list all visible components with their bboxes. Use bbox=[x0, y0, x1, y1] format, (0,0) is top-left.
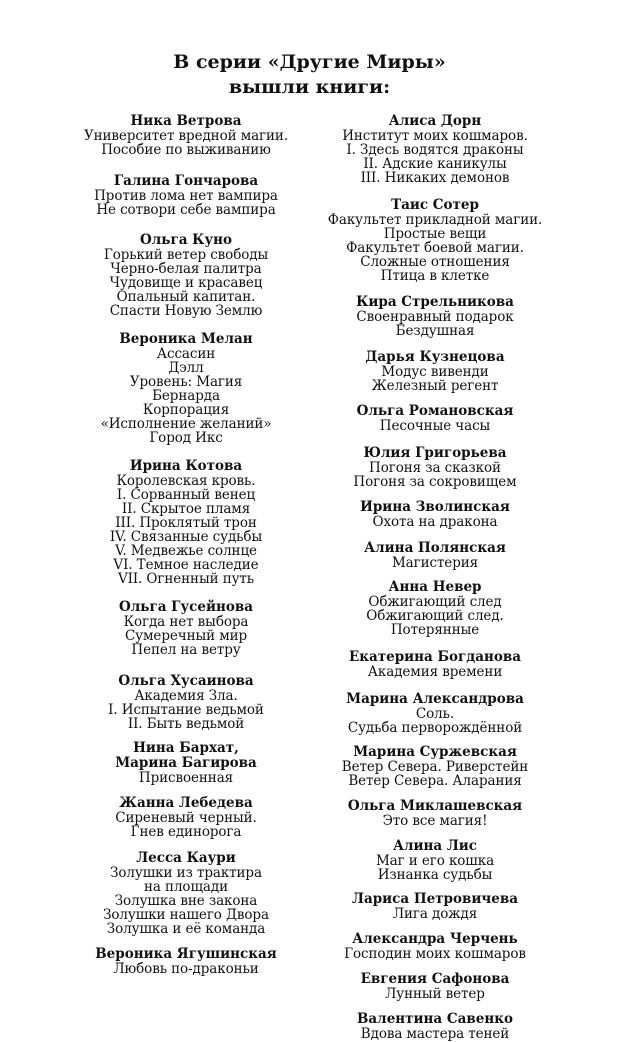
book-title: Королевская кровь. bbox=[116, 473, 256, 489]
book-title: Погоня за сокровищем bbox=[353, 474, 517, 490]
book-title: Пепел на ветру bbox=[131, 642, 241, 658]
book-title: Золушки из трактира bbox=[110, 865, 262, 881]
book-title: Судьба перворождённой bbox=[347, 720, 523, 736]
book-title: I. Испытание ведьмой bbox=[108, 702, 264, 718]
book-title: Когда нет выбора bbox=[123, 614, 249, 630]
book-title: Золушки нашего Двора bbox=[103, 907, 269, 923]
book-title: Опальный капитан. bbox=[116, 289, 256, 305]
author-name: Таис Сотер bbox=[391, 197, 479, 213]
book-title: Модус вивенди bbox=[381, 364, 489, 380]
author-name: Жанна Лебедева bbox=[119, 795, 253, 811]
book-entry bbox=[285, 650, 585, 679]
book-title: Изнанка судьбы bbox=[377, 867, 493, 883]
author-name: Ольга Романовская bbox=[356, 403, 514, 419]
book-entry bbox=[285, 892, 585, 921]
book-title: VI. Темное наследие bbox=[113, 557, 259, 573]
book-title: IV. Связанные судьбы bbox=[109, 529, 263, 545]
book-title: III. Проклятый трон bbox=[115, 515, 257, 531]
book-title: Любовь по-драконьи bbox=[113, 961, 259, 977]
book-entry bbox=[285, 350, 585, 393]
book-entry bbox=[285, 972, 585, 1001]
author-name: Лариса Петровичева bbox=[352, 891, 518, 907]
book-title: VII. Огненный путь bbox=[117, 571, 255, 587]
book-title: Простые вещи bbox=[383, 226, 487, 242]
author-name: Юлия Григорьева bbox=[363, 445, 507, 461]
author-name: Ольга Куно bbox=[140, 232, 232, 248]
author-name: Ольга Миклашевская bbox=[347, 798, 523, 814]
author-name: Дарья Кузнецова bbox=[365, 349, 505, 365]
book-title: Железный регент bbox=[371, 378, 499, 394]
book-title: Дэлл bbox=[168, 360, 204, 376]
author-name: Ирина Зволинская bbox=[360, 499, 510, 515]
author-name: Алиса Дорн bbox=[388, 113, 482, 129]
book-title: Птица в клетке bbox=[380, 268, 490, 284]
book-title: Корпорация bbox=[142, 402, 230, 418]
book-title: I. Здесь водятся драконы bbox=[346, 142, 524, 158]
book-title: Пособие по выживанию bbox=[101, 142, 271, 158]
book-entry bbox=[285, 692, 585, 735]
book-title: Обжигающий след. bbox=[366, 608, 504, 624]
book-title: Лунный ветер bbox=[385, 986, 485, 1002]
book-title: Не сотвори себе вампира bbox=[96, 202, 276, 218]
book-title: Своенравный подарок bbox=[356, 309, 514, 325]
book-title: Уровень: Магия bbox=[129, 374, 243, 390]
book-title: Академия времени bbox=[367, 664, 503, 680]
author-name: Нина Бархат, bbox=[133, 740, 239, 756]
book-title: Против лома нет вампира bbox=[94, 188, 278, 204]
book-title: на площади bbox=[144, 879, 228, 895]
author-name: Анна Невер bbox=[388, 579, 482, 595]
book-title: Чудовище и красавец bbox=[109, 275, 263, 291]
book-title: Горький ветер свободы bbox=[103, 247, 269, 263]
book-entry bbox=[285, 541, 585, 570]
author-name: Вероника Мелан bbox=[119, 331, 253, 347]
author-name: Евгения Сафонова bbox=[360, 971, 510, 987]
author-name: Ирина Котова bbox=[129, 458, 243, 474]
author-name: Кира Стрельникова bbox=[356, 294, 514, 310]
book-title: Ассасин bbox=[156, 346, 216, 362]
series-title: В серии «Другие Миры» bbox=[173, 51, 446, 73]
book-title: Магистерия bbox=[391, 555, 479, 571]
author-name: Валентина Савенко bbox=[357, 1011, 513, 1027]
book-title: Вдова мастера теней bbox=[360, 1026, 510, 1042]
book-title: Песочные часы bbox=[379, 418, 491, 434]
author-name: Ника Ветрова bbox=[130, 113, 242, 129]
book-title: Золушка и её команда bbox=[106, 921, 266, 937]
book-title: Факультет прикладной магии. bbox=[327, 212, 543, 228]
book-title: Лига дождя bbox=[392, 906, 478, 922]
book-title: Охота на дракона bbox=[372, 514, 498, 530]
author-name: Екатерина Богданова bbox=[348, 649, 522, 665]
book-entry bbox=[285, 404, 585, 433]
book-entry bbox=[285, 745, 585, 788]
book-title: I. Сорванный венец bbox=[116, 487, 256, 503]
book-title: Бездушная bbox=[395, 323, 475, 339]
book-entry bbox=[285, 198, 585, 283]
book-title: Сиреневый черный. bbox=[115, 810, 257, 826]
author-name: Марина Александрова bbox=[346, 691, 524, 707]
author-name: Марина Багирова bbox=[115, 755, 257, 771]
series-subtitle: вышли книги: bbox=[228, 76, 391, 98]
book-entry bbox=[285, 839, 585, 882]
book-title: Факультет боевой магии. bbox=[346, 240, 524, 256]
book-title: Институт моих кошмаров. bbox=[342, 128, 528, 144]
book-title: Ветер Севера. Аларания bbox=[348, 773, 522, 789]
book-title: Академия Зла. bbox=[134, 688, 238, 704]
book-title: Город Икс bbox=[149, 430, 223, 446]
author-name: Ольга Гусейнова bbox=[119, 599, 253, 615]
book-entry bbox=[285, 932, 585, 961]
book-title: Потерянные bbox=[390, 622, 480, 638]
author-name: Лесса Каури bbox=[136, 850, 236, 866]
book-title: Ветер Севера. Риверстейн bbox=[341, 759, 529, 775]
author-name: Александра Черчень bbox=[352, 931, 518, 947]
book-title: Университет вредной магии. bbox=[83, 128, 289, 144]
book-title: II. Скрытое пламя bbox=[121, 501, 251, 517]
book-title: Сложные отношения bbox=[360, 254, 510, 270]
book-title: Обжигающий след bbox=[368, 594, 502, 610]
book-entry bbox=[285, 295, 585, 338]
book-title: Погоня за сказкой bbox=[369, 460, 501, 476]
book-title: Гнев единорога bbox=[130, 824, 242, 840]
page-header bbox=[0, 50, 619, 100]
author-name: Алина Полянская bbox=[364, 540, 506, 556]
author-name: Галина Гончарова bbox=[113, 173, 259, 189]
book-title: II. Быть ведьмой bbox=[127, 716, 245, 732]
book-title: Соль. bbox=[415, 706, 455, 722]
author-name: Алина Лис bbox=[392, 838, 478, 854]
book-entry bbox=[285, 114, 585, 185]
book-title: V. Медвежье солнце bbox=[115, 543, 257, 559]
author-name: Марина Суржевская bbox=[353, 744, 517, 760]
author-name: Ольга Хусаинова bbox=[118, 673, 254, 689]
book-title: II. Адские каникулы bbox=[363, 156, 507, 172]
book-title: Сумеречный мир bbox=[124, 628, 248, 644]
book-title: Маг и его кошка bbox=[375, 853, 495, 869]
book-title: Спасти Новую Землю bbox=[109, 303, 263, 319]
book-entry bbox=[285, 500, 585, 529]
book-title: III. Никаких демонов bbox=[360, 170, 510, 186]
book-title: «Исполнение желаний» bbox=[100, 416, 272, 432]
book-title: Черно-белая палитра bbox=[110, 261, 262, 277]
right-column bbox=[285, 114, 585, 1041]
book-title: Это все магия! bbox=[382, 813, 488, 829]
book-title: Бернарда bbox=[152, 388, 220, 404]
book-title: Золушка вне закона bbox=[114, 893, 258, 909]
author-name: Вероника Ягушинская bbox=[95, 946, 277, 962]
book-entry bbox=[285, 799, 585, 828]
book-entry bbox=[285, 1012, 585, 1041]
book-title: Господин моих кошмаров bbox=[344, 946, 526, 962]
book-title: Присвоенная bbox=[138, 770, 234, 786]
book-entry bbox=[285, 580, 585, 637]
book-entry bbox=[285, 446, 585, 489]
